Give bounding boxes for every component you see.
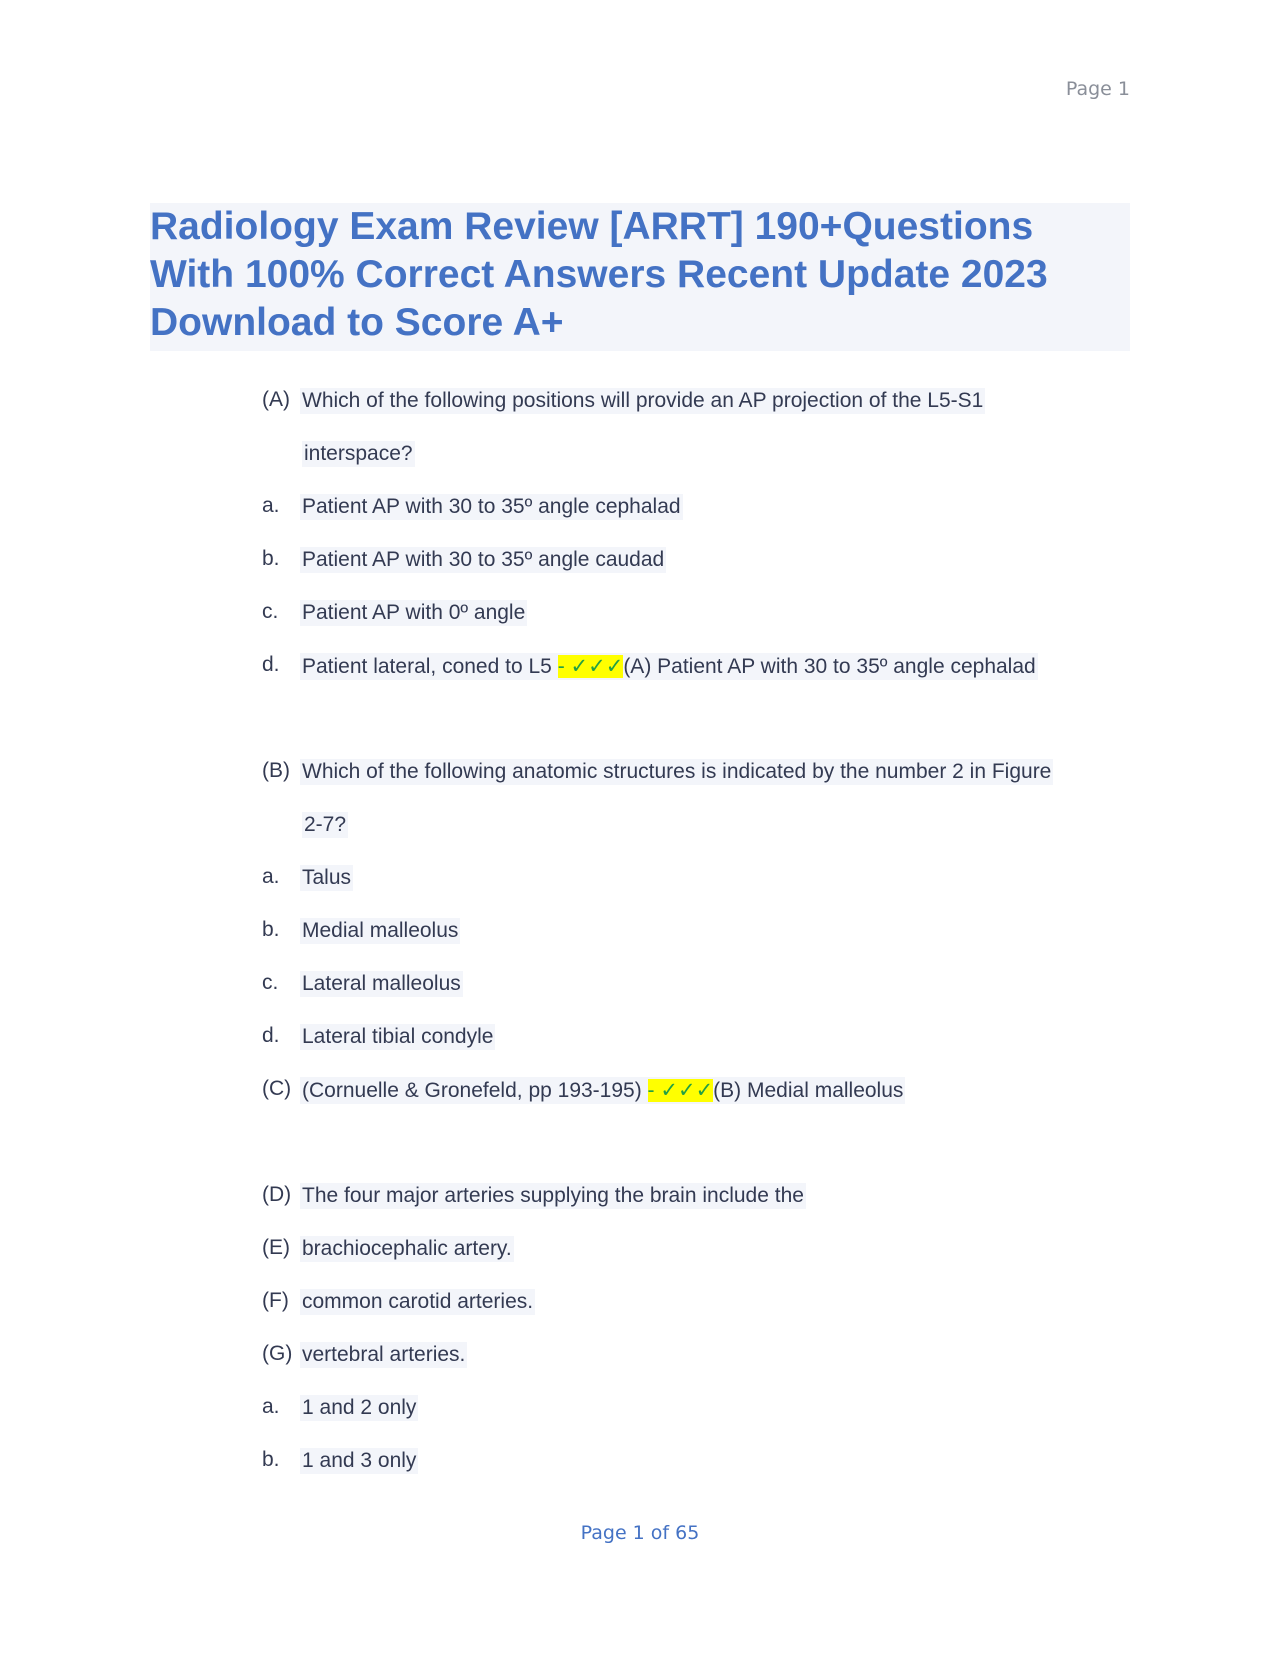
option-a <box>262 1395 1142 1448</box>
document-title <box>150 203 1130 351</box>
option-letter: c. <box>262 600 279 623</box>
option-letter: d. <box>262 1024 280 1047</box>
question-text: Which of the following anatomic structures is indicated by the number 2 in Figure <box>302 760 1052 783</box>
option-letter: d. <box>262 653 280 676</box>
answer-text: (B) Medial malleolus <box>713 1079 904 1102</box>
option-letter: a. <box>262 865 280 888</box>
question-text-continued: 2-7? <box>304 813 347 836</box>
question-label: (B) <box>262 759 290 782</box>
option-letter: b. <box>262 547 280 570</box>
option-b <box>262 547 1142 600</box>
item-label: (F) <box>262 1289 289 1312</box>
reference-c <box>262 1077 1142 1130</box>
option-d <box>262 653 1142 706</box>
title-line-2: With 100% Correct Answers Recent Update 2023 <box>150 253 1048 296</box>
option-text: Lateral malleolus <box>302 972 461 995</box>
option-text: Medial malleolus <box>302 919 459 942</box>
question-a-continued <box>262 441 1142 494</box>
question-label: (A) <box>262 388 290 411</box>
option-d <box>262 1024 1142 1077</box>
question-text-continued: interspace? <box>304 442 413 465</box>
answer-marker: - ✓✓✓ <box>557 655 624 678</box>
answer-marker: - ✓✓✓ <box>647 1079 714 1102</box>
page-header: Page 1 <box>1065 78 1130 100</box>
item-text: brachiocephalic artery. <box>302 1237 512 1260</box>
option-b <box>262 918 1142 971</box>
option-a <box>262 494 1142 547</box>
option-letter: c. <box>262 971 279 994</box>
option-text: Patient AP with 30 to 35º angle cephalad <box>302 495 681 518</box>
option-text: 1 and 3 only <box>302 1449 417 1472</box>
option-text <box>300 653 1038 680</box>
answer-text: (A) Patient AP with 30 to 35º angle cephalad <box>623 655 1036 678</box>
title-line-3: Download to Score A+ <box>150 301 564 344</box>
option-b <box>262 1448 1142 1501</box>
question-a <box>262 388 1142 441</box>
option-text: 1 and 2 only <box>302 1396 417 1419</box>
question-b-continued <box>262 812 1142 865</box>
option-text: Patient AP with 0º angle <box>302 601 526 624</box>
option-letter: b. <box>262 918 280 941</box>
option-c <box>262 600 1142 653</box>
option-c <box>262 971 1142 1024</box>
item-text: vertebral arteries. <box>302 1343 466 1366</box>
item-g <box>262 1342 1142 1395</box>
item-f <box>262 1289 1142 1342</box>
question-b <box>262 759 1142 812</box>
item-text: The four major arteries supplying the brain include the <box>302 1184 804 1207</box>
question-text: Which of the following positions will provide an AP projection of the L5-S1 <box>302 389 984 412</box>
item-label: (G) <box>262 1342 293 1365</box>
item-e <box>262 1236 1142 1289</box>
option-letter: b. <box>262 1448 280 1471</box>
option-a <box>262 865 1142 918</box>
page-footer: Page 1 of 65 <box>580 1522 700 1544</box>
option-text: Talus <box>302 866 352 889</box>
option-letter: a. <box>262 494 280 517</box>
title-line-1: Radiology Exam Review [ARRT] 190+Questions <box>150 205 1034 248</box>
item-label: (E) <box>262 1236 290 1259</box>
reference-citation: (Cornuelle & Gronefeld, pp 193-195) <box>302 1079 642 1102</box>
reference-text <box>300 1077 905 1104</box>
reference-label: (C) <box>262 1077 292 1100</box>
option-letter: a. <box>262 1395 280 1418</box>
item-text: common carotid arteries. <box>302 1290 534 1313</box>
option-text: Lateral tibial condyle <box>302 1025 494 1048</box>
item-d <box>262 1183 1142 1236</box>
item-label: (D) <box>262 1183 292 1206</box>
question-list <box>262 388 1142 1501</box>
option-text: Patient AP with 30 to 35º angle caudad <box>302 548 665 571</box>
option-text-value: Patient lateral, coned to L5 <box>302 655 552 678</box>
